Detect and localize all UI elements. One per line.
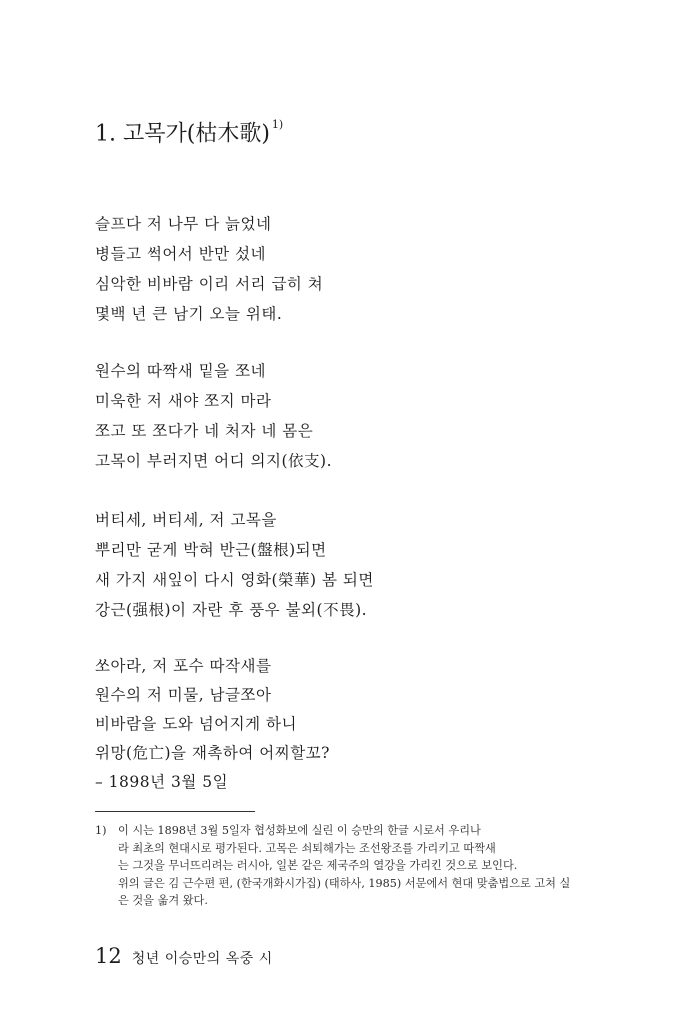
footnote-reference: 1) — [271, 118, 284, 131]
stanza-1 — [95, 209, 323, 329]
footnote-line: 이 시는 1898년 3월 5일자 협성화보에 실린 이 승만의 한글 시로서 우리나 — [118, 824, 481, 837]
poem-title — [95, 114, 283, 149]
poem-date: – 1898년 3월 5일 — [95, 773, 229, 791]
verse-line: 새 가지 새잎이 다시 영화(榮華) 봄 되면 — [95, 571, 374, 589]
verse-line: 원수의 저 미물, 남글쪼아 — [95, 686, 272, 704]
footnote-mark: 1) — [95, 824, 107, 837]
verse-line: 강근(强根)이 자란 후 풍우 불외(不畏). — [95, 601, 368, 619]
verse-line: 원수의 따짝새 밑을 쪼네 — [95, 362, 267, 380]
poem-title-text: 1. 고목가(枯木歌) — [95, 121, 270, 147]
verse-line: 고목이 부러지면 어디 의지(依支). — [95, 452, 333, 470]
verse-line: 병들고 썩어서 반만 섰네 — [95, 245, 267, 263]
footnote-line: 라 최초의 현대시로 평가된다. 고목은 쇠퇴해가는 조선왕조를 가리키고 따짝새 — [118, 841, 496, 855]
verse-line: 뿌리만 굳게 박혀 반근(盤根)되면 — [95, 541, 327, 559]
footnote-body — [118, 822, 595, 910]
footnote-line: 위의 글은 김 근수편 편, (한국개화시가집) (태하사, 1985) 서문에서 현대 맞춤법으로 고쳐 실 — [118, 876, 571, 890]
footnote — [95, 822, 595, 910]
verse-line: 몇백 년 큰 남기 오늘 위태. — [95, 305, 283, 323]
footnote-divider — [95, 811, 255, 812]
verse-line: 비바람을 도와 넘어지게 하니 — [95, 715, 297, 733]
verse-line: 미욱한 저 새야 쪼지 마라 — [95, 392, 272, 410]
running-title: 청년 이승만의 옥중 시 — [131, 951, 273, 967]
footnote-line: 은 것을 옮겨 왔다. — [118, 894, 208, 908]
verse-line: 쏘아라, 저 포수 따작새를 — [95, 657, 272, 675]
verse-line: 슬프다 저 나무 다 늙었네 — [95, 215, 272, 233]
stanza-3 — [95, 505, 374, 625]
verse-line: 쪼고 또 쪼다가 네 처자 네 몸은 — [95, 422, 314, 440]
footnote-line: 는 그것을 무너뜨리려는 러시아, 일본 같은 제국주의 열강을 가리킨 것으로 보인다. — [118, 859, 518, 873]
page-footer — [95, 944, 273, 968]
page-number: 12 — [95, 944, 122, 968]
verse-line: 위망(危亡)을 재촉하여 어찌할꼬? — [95, 744, 330, 762]
verse-line: 심악한 비바람 이리 서리 급히 쳐 — [95, 275, 324, 293]
verse-line: 버티세, 버티세, 저 고목을 — [95, 511, 277, 529]
stanza-4 — [95, 652, 330, 797]
stanza-2 — [95, 356, 332, 476]
